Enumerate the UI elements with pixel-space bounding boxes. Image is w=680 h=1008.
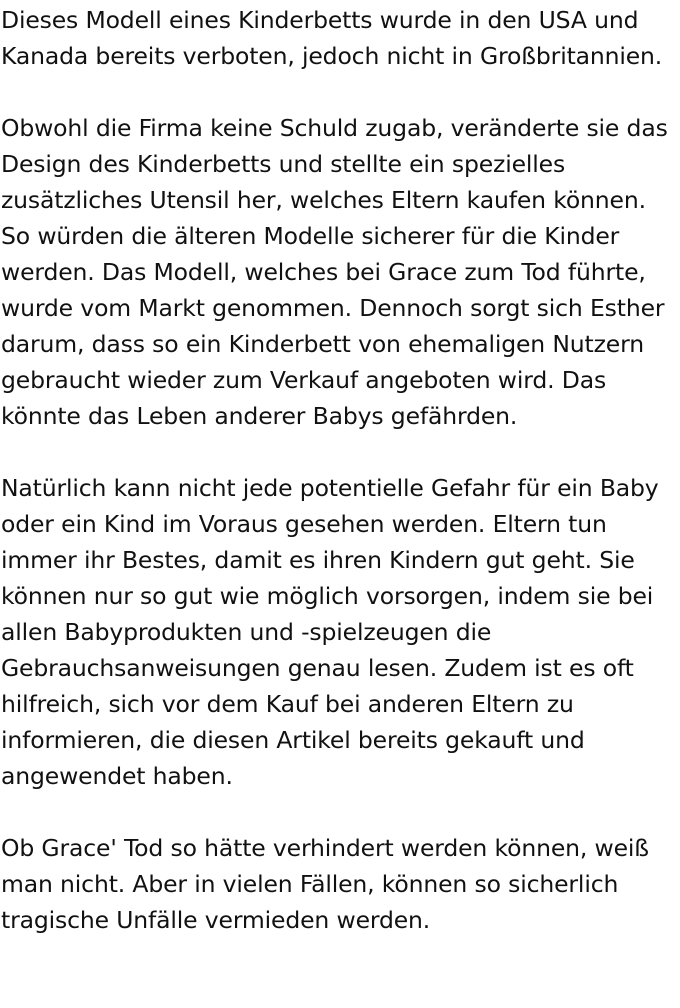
paragraph-conclusion: Ob Grace' Tod so hätte verhindert werden können, weiß man nicht. Aber in vielen Fällen, können so sicherlich tragische Unfälle vermieden werden. (1, 834, 649, 934)
paragraph-parent-advice: Natürlich kann nicht jede potentielle Gefahr für ein Baby oder ein Kind im Voraus gesehen werden. Eltern tun immer ihr Bestes, damit es ihren Kindern gut geht. Sie können nur so gut wie möglich vorsorgen, indem sie bei allen Babyprodukten und -spielzeugen die Gebrauchsanweisungen genau lesen. Zudem ist es oft hilfreich, sich vor dem Kauf bei anderen Eltern zu informieren, die diesen Artikel bereits gekauft und angewendet haben. (1, 474, 659, 790)
paragraph-ban-status: Dieses Modell eines Kinderbetts wurde in den USA und Kanada bereits verboten, jedoch nicht in Großbritannien. (1, 6, 663, 70)
paragraph-company-response: Obwohl die Firma keine Schuld zugab, veränderte sie das Design des Kinderbetts und stellte ein spezielles zusätzliches Utensil her, welches Eltern kaufen können. So würden die älteren Modelle sicherer für die Kinder werden. Das Modell, welches bei Grace zum Tod führte, wurde vom Markt genommen. Dennoch sorgt sich Esther darum, dass so ein Kinderbett von ehemaligen Nutzern gebraucht wieder zum Verkauf angeboten wird. Das könnte das Leben anderer Babys gefährden. (1, 114, 668, 430)
